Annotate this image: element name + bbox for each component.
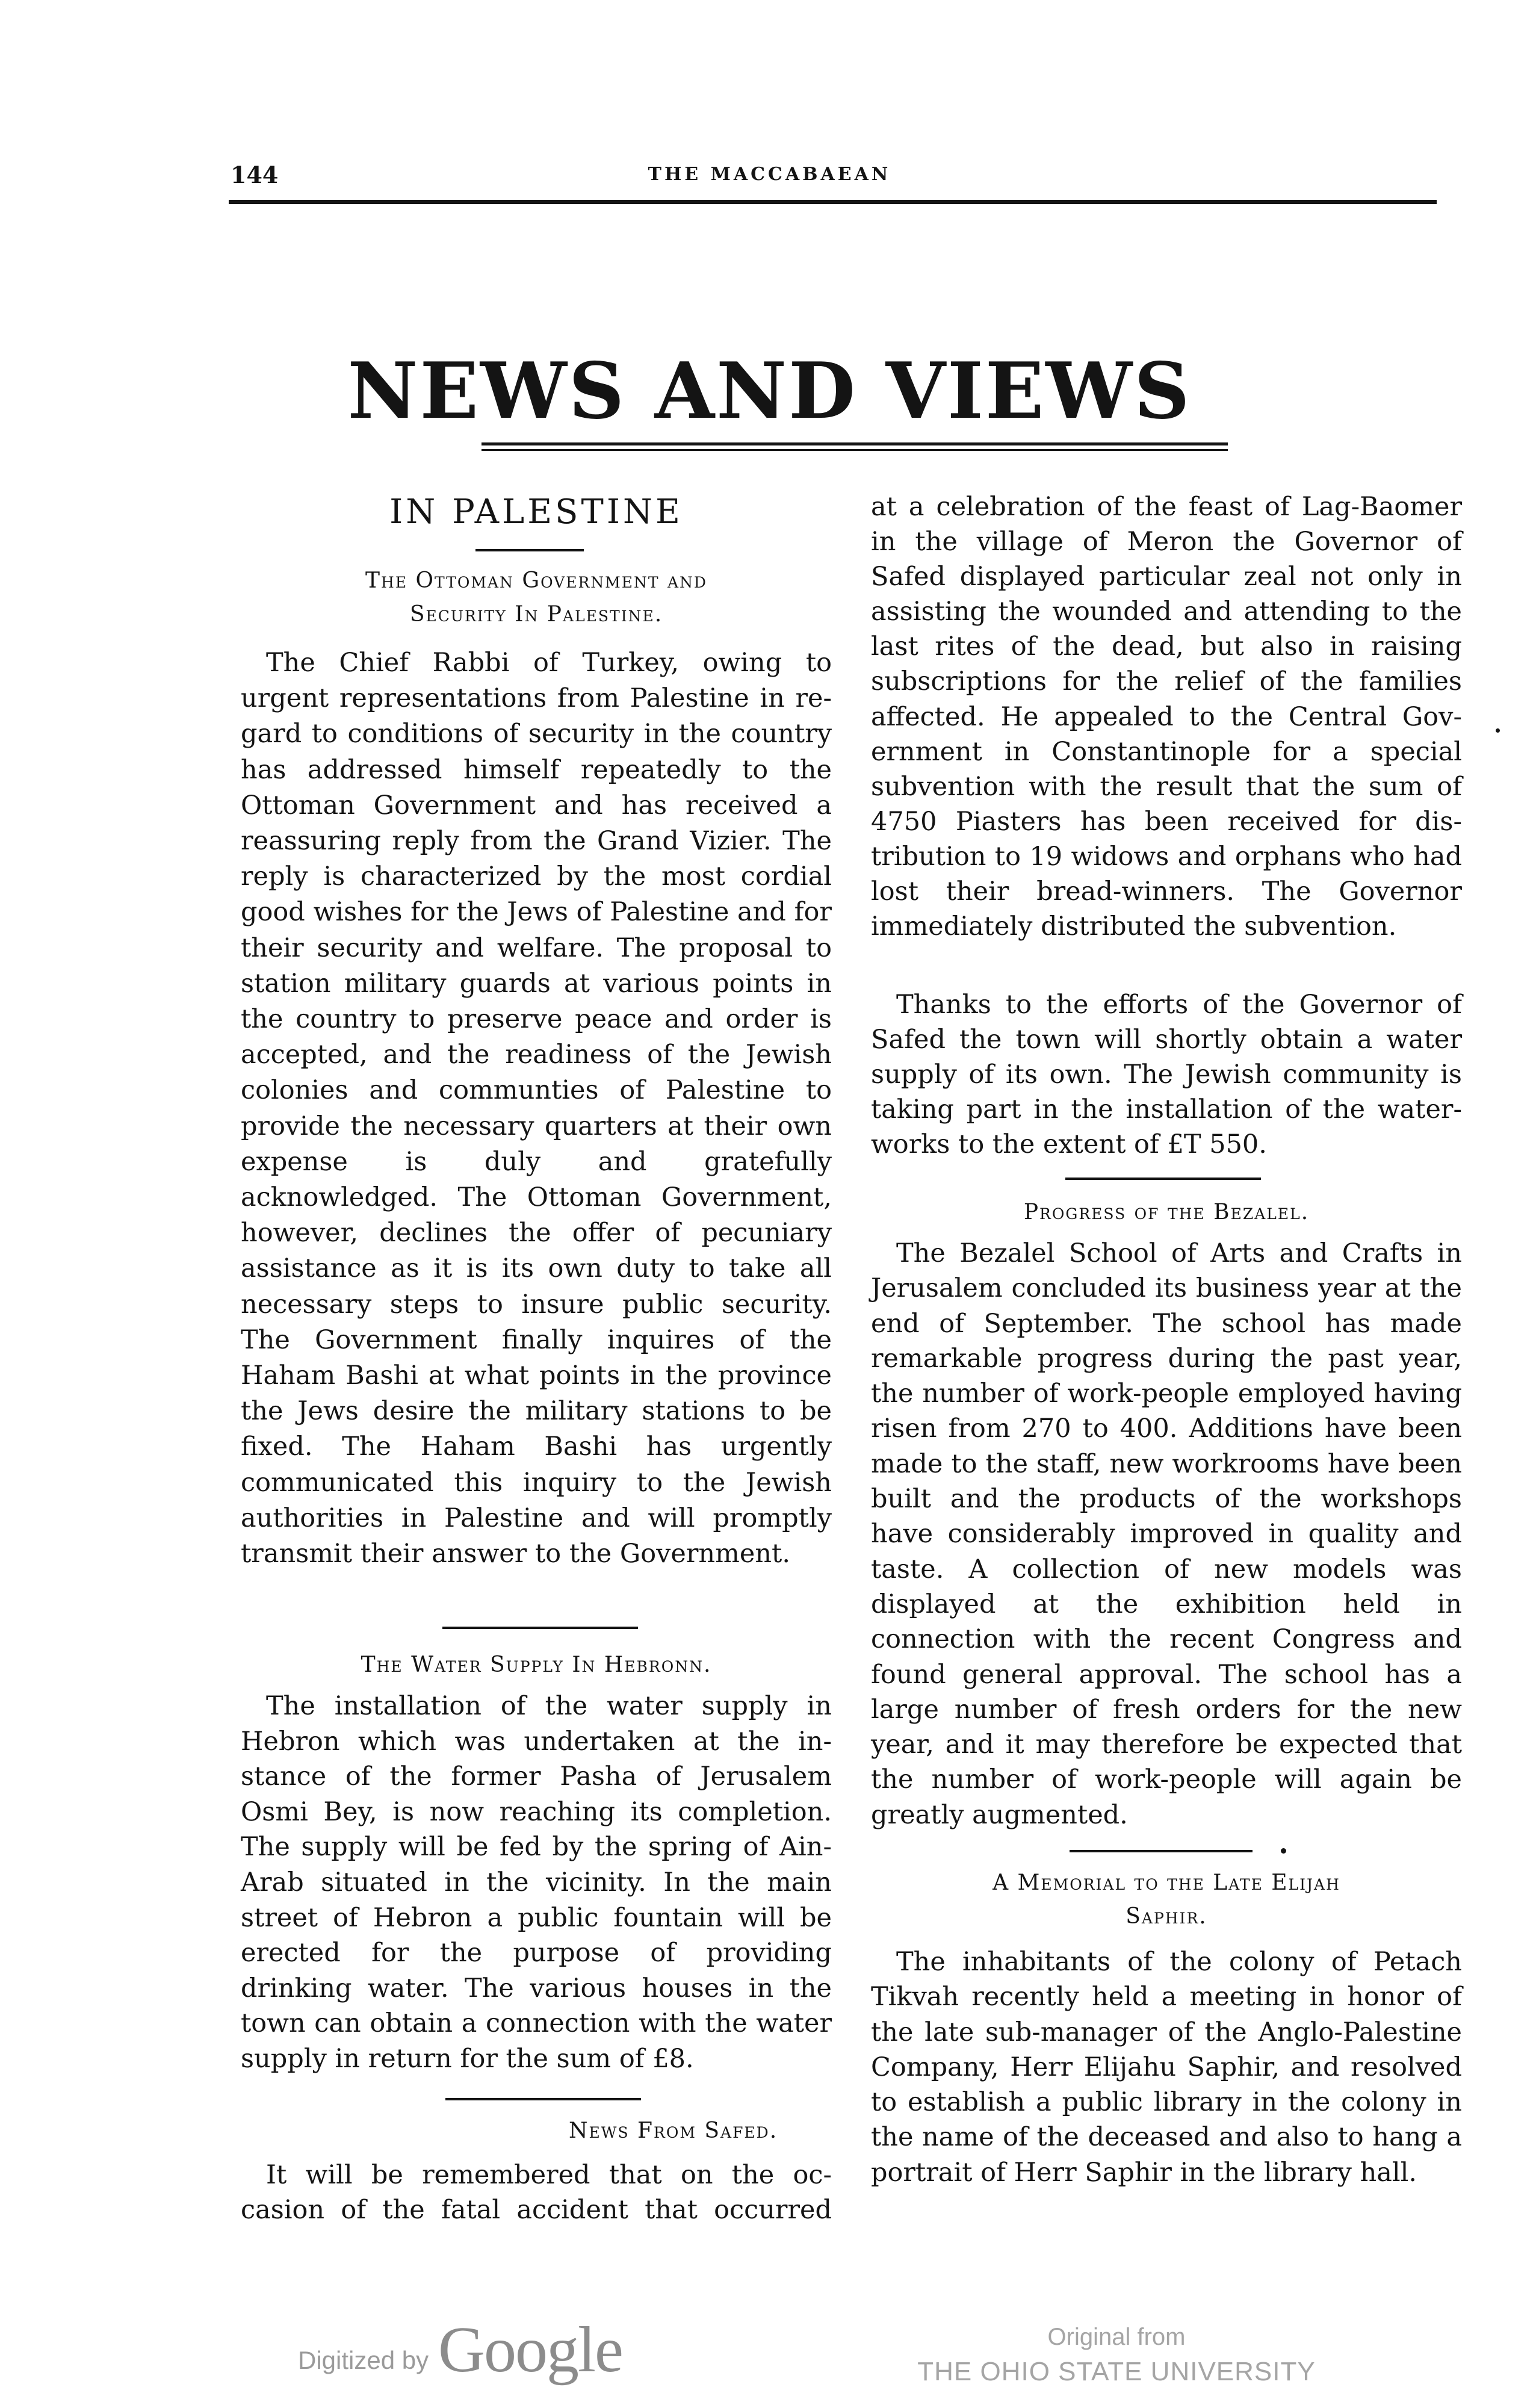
article1-body: The Chief Rabbi of Turkey, owing to urgent representations from Palestine in regard to conditions of security in the country has addressed himself repeatedly to the Ottoman Government and has received a reassuring reply from the Grand Vizier. The reply is characterized by the most cordial good wishes for the Jews of Palestine and for their security and welfare. The proposal to station military guards at various points in the country to preserve peace and order is accepted, and the readiness of the Jewish colonies and communties of Palestine to provide the necessary quarters at their own expense is duly and gratefully acknowledged. The Ottoman Government, however, declines the offer of pecuniary assistance as it is its own duty to take all necessary steps to insure public security. The Government finally inquires of the Haham Bashi at what points in the province the Jews desire the military stations to be fixed. The Haham Bashi has urgently communicated this inquiry to the Jewish authorities in Palestine and will promptly transmit their answer to the Government. — [241, 648, 832, 1569]
article3-body-start: It will be remembered that on the occasion of the fatal accident that occurred — [241, 2160, 832, 2225]
article4-heading: Progress of the Bezalel. — [1023, 1200, 1310, 1224]
header-rule — [229, 200, 1437, 204]
margin-speck — [1496, 728, 1500, 733]
title-rule-top — [482, 442, 1228, 445]
article5-rule — [1070, 1850, 1253, 1852]
article5-heading-line1: A Memorial to the Late Elijah — [992, 1870, 1340, 1895]
article2-body: The installation of the water supply in Hebron which was undertaken at the instance of the former Pasha of Jerusalem Osmi Bey, is now reaching its completion. The supply will be fed by the spring of Ain-Arab situated in the vicinity. In the main street of Hebron a public fountain will be erected for the purpose of providing drinking water. The various houses in the town can obtain a connection with the water supply in return for the sum of £8. — [241, 1691, 832, 2074]
article3-rule — [445, 2098, 641, 2100]
article2-rule — [442, 1627, 638, 1629]
article4-rule — [1065, 1178, 1261, 1180]
article5-rule-dot — [1281, 1848, 1286, 1854]
article5-body: The inhabitants of the colony of Petach Tikvah recently held a meeting in honor of the late sub-manager of the Anglo-Palestine Company, Herr Elijahu Saphir, and resolved to establish a public library in the colony in the name of the deceased and also to hang a portrait of Herr Saphir in the library hall. — [871, 1947, 1462, 2188]
page-title — [0, 346, 1539, 436]
running-head: THE MACCABAEAN — [648, 164, 891, 185]
article4-body: The Bezalel School of Arts and Crafts in Jerusalem concluded its business year at the end of September. The school has made remarkable progress during the past year, the number of work-people employed having risen from 270 to 400. Additions have been made to the staff, new workrooms have been built and the products of the workshops have considerably improved in quality and taste. A collection of new models was displayed at the exhibition held in connection with the recent Congress and found general approval. The school has a large number of fresh orders for the new year, and it may therefore be expected that the number of work-people will again be greatly augmented. — [871, 1238, 1462, 1830]
google-logo: Google — [438, 2314, 622, 2386]
university-label: THE OHIO STATE UNIVERSITY — [917, 2357, 1316, 2386]
section-title: IN PALESTINE — [389, 492, 683, 532]
article1-heading-line2: Security In Palestine. — [409, 602, 663, 627]
original-from-label: Original from — [1047, 2324, 1186, 2350]
article3-heading: News From Safed. — [569, 2118, 778, 2143]
article3-body-continued: at a celebration of the feast of Lag-Baomer in the village of Meron the Governor of Safed displayed particular zeal not only in assisting the wounded and attending to the last rites of the dead, but also in raising subscriptions for the relief of the families affected. He appealed to the Central Government in Constantinople for a special subvention with the result that the sum of 4750 Piasters has been received for distribution to 19 widows and orphans who had lost their bread-winners. The Governor immediately distributed the subvention. — [871, 492, 1462, 942]
digitized-by-label: Digitized by — [298, 2346, 429, 2374]
article5-heading-line2: Saphir. — [1126, 1904, 1207, 1929]
article1-heading-line1: The Ottoman Government and — [365, 568, 707, 593]
article2-heading: The Water Supply In Hebronn. — [361, 1652, 712, 1677]
section-title-rule — [475, 549, 584, 551]
page-title-text: NEWS AND VIEWS — [347, 346, 1192, 436]
article3-body-second-paragraph: Thanks to the efforts of the Governor of Safed the town will shortly obtain a water supply of its own. The Jewish community is taking part in the installation of the water-works to the extent of £T 550. — [871, 990, 1462, 1159]
page-number: 144 — [231, 161, 279, 188]
title-rule-bottom — [482, 449, 1228, 451]
